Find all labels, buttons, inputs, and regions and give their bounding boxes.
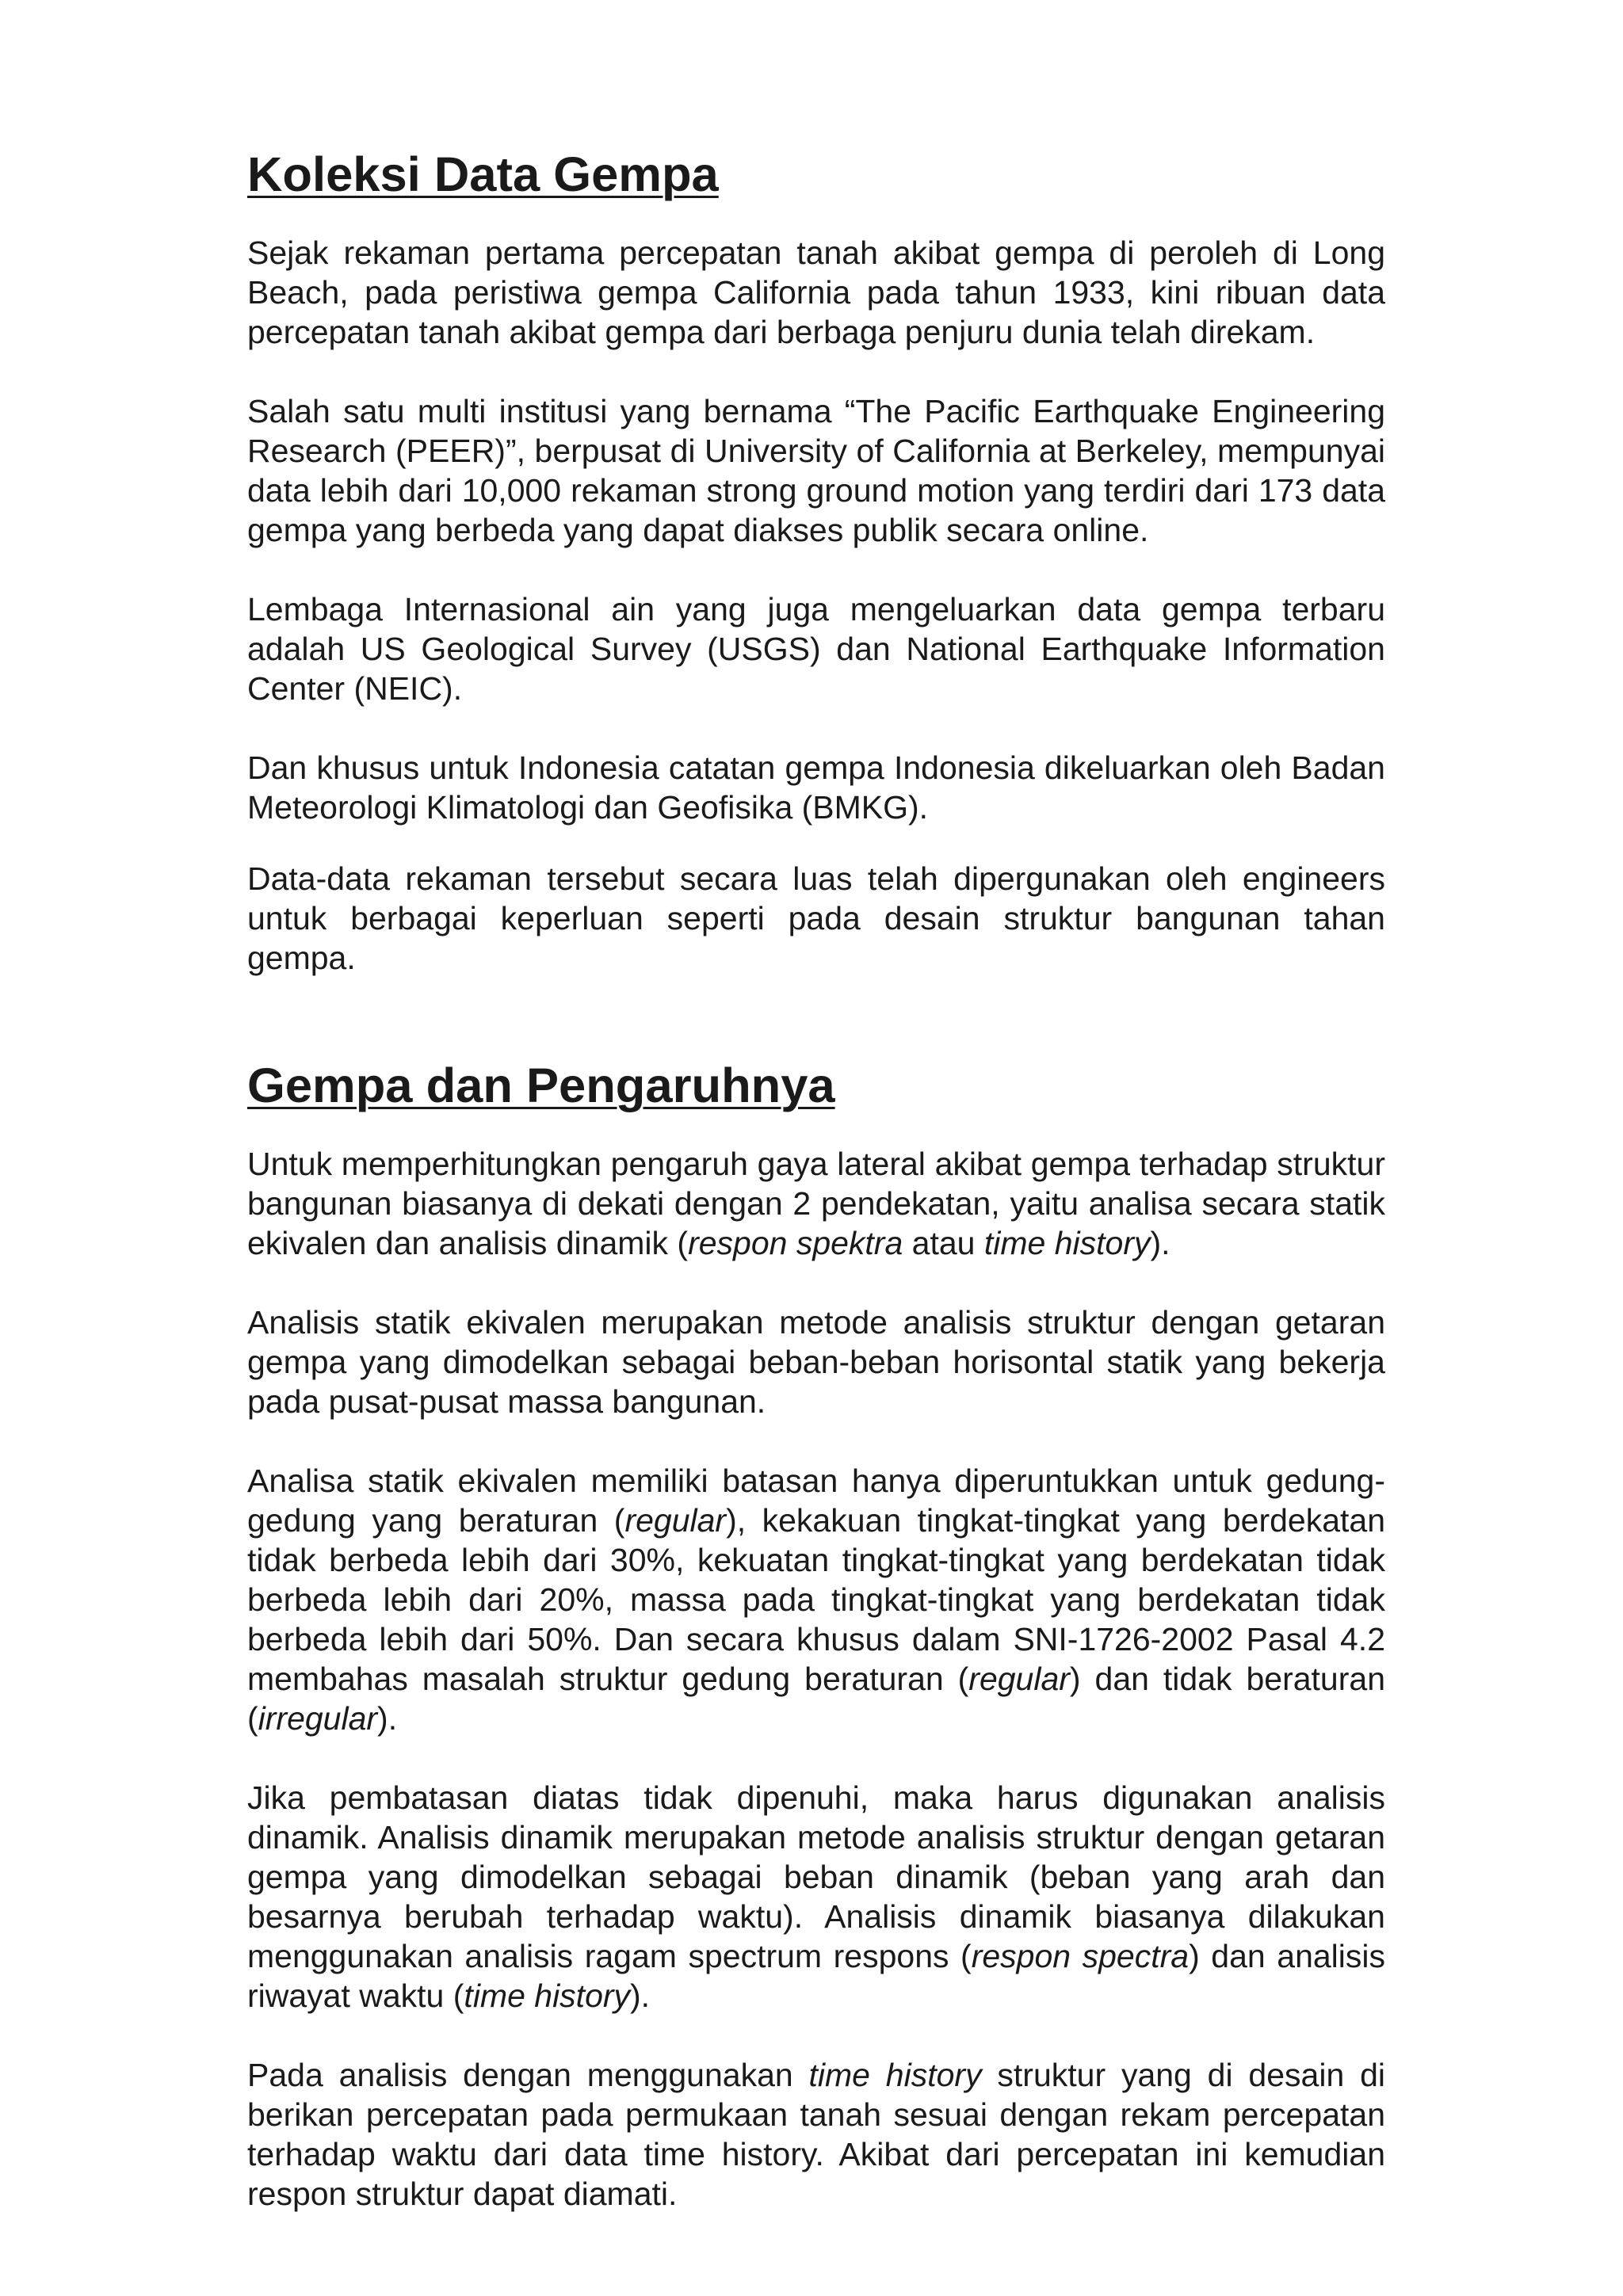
text-run: ).: [1150, 1225, 1170, 1261]
text-run: Jika pembatasan diatas tidak dipenuhi, maka harus digunakan analisis dinamik. Analisis dinamik merupakan metode analisis struktur dengan getaran gempa yang dimodelkan sebagai beban dinamik (beban yang arah dan besarnya berubah terhadap waktu). Analisis dinamik biasanya dilakukan menggunakan analisis ragam spectrum respons (: [247, 1779, 1385, 1974]
italic-term-regular: regular: [624, 1502, 727, 1539]
document-page: [247, 147, 1385, 2214]
text-run: Untuk memperhitungkan pengaruh gaya lateral akibat gempa terhadap struktur bangunan biasanya di dekati dengan 2 pendekatan, yaitu analisa secara statik ekivalen dan analisis dinamik (: [247, 1146, 1385, 1261]
italic-term-respon-spectra: respon spectra: [971, 1938, 1190, 1974]
section-heading-koleksi-data-gempa: Koleksi Data Gempa: [247, 147, 719, 202]
text-run: Analisa statik ekivalen memiliki batasan hanya diperuntukkan untuk gedung-gedung yang beraturan (: [247, 1463, 1385, 1539]
paragraph-usgs-neic: Lembaga Internasional ain yang juga mengeluarkan data gempa terbaru adalah US Geological Survey (USGS) dan National Earthquake Information Center (NEIC).: [247, 591, 1385, 707]
italic-term-respon-spektra: respon spektra: [688, 1225, 903, 1261]
text-run: ).: [377, 1700, 398, 1737]
paragraph-analisis-dinamik: [247, 1778, 1385, 2016]
italic-term-time-history: time history: [983, 1225, 1151, 1261]
paragraph-engineers: Data-data rekaman tersebut secara luas telah dipergunakan oleh engineers untuk berbagai keperluan seperti pada desain struktur bangunan tahan gempa.: [247, 860, 1385, 976]
italic-term-time-history: time history: [464, 1978, 631, 2014]
text-run: ) dan tidak beraturan (: [247, 1661, 1385, 1737]
text-run: struktur yang di desain di berikan percepatan pada permukaan tanah sesuai dengan rekam percepatan terhadap waktu dari data time history. Akibat dari percepatan ini kemudian respon struktur dapat diamati.: [247, 2057, 1385, 2212]
italic-term-irregular: irregular: [258, 1700, 378, 1737]
paragraph-peer: Salah satu multi institusi yang bernama “The Pacific Earthquake Engineering Research (PEER)”, berpusat di University of California at Berkeley, mempunyai data lebih dari 10,000 rekaman strong ground motion yang terdiri dari 173 data gempa yang berbeda yang dapat diakses publik secara online.: [247, 393, 1385, 548]
text-run: ).: [630, 1978, 651, 2014]
italic-term-regular: regular: [968, 1661, 1070, 1697]
paragraph-batasan: [247, 1461, 1385, 1738]
text-run: atau: [903, 1225, 984, 1261]
paragraph-long-beach: Sejak rekaman pertama percepatan tanah akibat gempa di peroleh di Long Beach, pada peristiwa gempa California pada tahun 1933, kini ribuan data percepatan tanah akibat gempa dari berbaga penjuru dunia telah direkam.: [247, 235, 1385, 350]
paragraph-pendekatan: [247, 1144, 1385, 1263]
paragraph-time-history: [247, 2055, 1385, 2214]
paragraph-bmkg: Dan khusus untuk Indonesia catatan gempa Indonesia dikeluarkan oleh Badan Meteorologi Klimatologi dan Geofisika (BMKG).: [247, 749, 1385, 826]
paragraph-statik-ekivalen: Analisis statik ekivalen merupakan metode analisis struktur dengan getaran gempa yang dimodelkan sebagai beban-beban horisontal statik yang bekerja pada pusat-pusat massa bangunan.: [247, 1304, 1385, 1420]
text-run: Pada analisis dengan menggunakan: [247, 2057, 809, 2093]
italic-term-time-history: time history: [808, 2057, 982, 2093]
text-run: ) dan analisis riwayat waktu (: [247, 1938, 1385, 2014]
section-heading-gempa-dan-pengaruhnya: Gempa dan Pengaruhnya: [247, 1058, 835, 1113]
text-run: ), kekakuan tingkat-tingkat yang berdekatan tidak berbeda lebih dari 30%, kekuatan tingkat-tingkat yang berdekatan tidak berbeda lebih dari 20%, massa pada tingkat-tingkat yang berdekatan tidak berbeda lebih dari 50%. Dan secara khusus dalam SNI-1726-2002 Pasal 4.2 membahas masalah struktur gedung beraturan (: [247, 1502, 1385, 1697]
